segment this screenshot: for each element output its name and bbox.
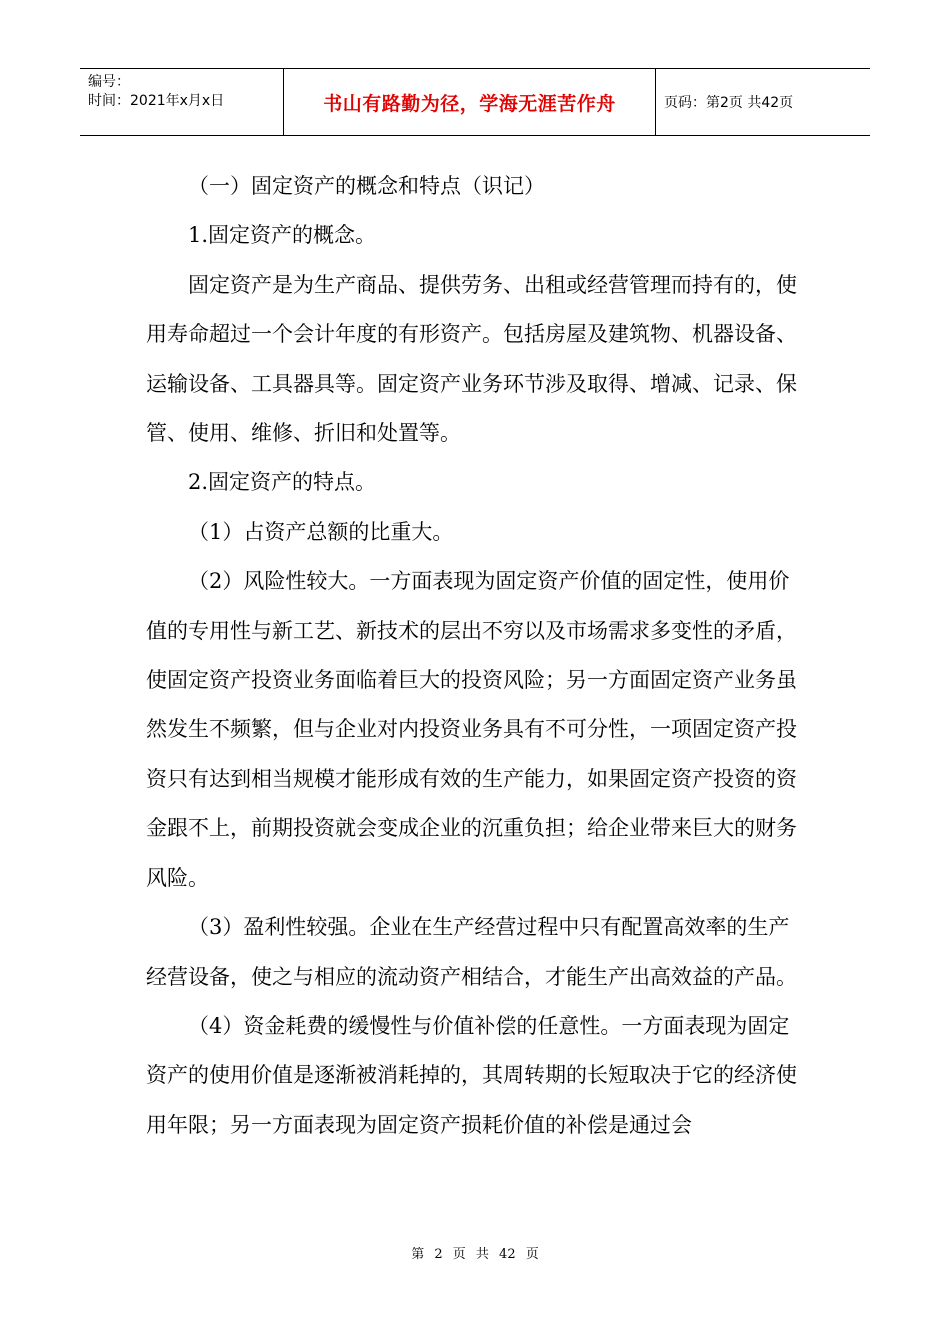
header-number-label: 编号： [88,74,130,90]
list-item-2: （2）风险性较大。一方面表现为固定资产价值的固定性，使用价值的专用性与新工艺、新技术的层出不穷以及市场需求多变性的矛盾，使固定资产投资业务面临着巨大的投资风险；另一方面固定资产业务虽然发生不频繁，但与企业对内投资业务具有不可分性，一项固定资产投资只有达到相当规模才能形成有效的生产能力，如果固定资产投资的资金跟不上，前期投资就会变成企业的沉重负担；给企业带来巨大的财务风险。 [146,569,797,890]
header-page-info: 页码：第2页 共42页 [664,95,794,111]
subsection-heading-2: 2.固定资产的特点。 [188,470,377,495]
subsection-heading-1: 1.固定资产的概念。 [188,223,377,248]
page-footer: 第 2 页 共 42 页 [411,1247,539,1262]
list-item-4: （4）资金耗费的缓慢性与价值补偿的任意性。一方面表现为固定资产的使用价值是逐渐被消耗掉的，其周转期的长短取决于它的经济使用年限；另一方面表现为固定资产损耗价值的补偿是通过会 [146,1013,797,1137]
list-item-3: （3）盈利性较强。企业在生产经营过程中只有配置高效率的生产经营设备，使之与相应的流动资产相结合，才能生产出高效益的产品。 [146,915,797,989]
paragraph-definition: 固定资产是为生产商品、提供劳务、出租或经营管理而持有的，使用寿命超过一个会计年度的有形资产。包括房屋及建筑物、机器设备、运输设备、工具器具等。固定资产业务环节涉及取得、增减、记录、保管、使用、维修、折旧和处置等。 [146,272,797,446]
header-time-label: 时间：2021年x月x日 [88,93,225,109]
page-header [80,68,870,136]
list-item-1: （1）占资产总额的比重大。 [188,519,454,544]
header-motto: 书山有路勤为径，学海无涯苦作舟 [283,69,656,135]
document-body [146,162,810,1150]
header-meta [80,69,283,135]
section-heading: （一）固定资产的概念和特点（识记） [188,174,545,198]
